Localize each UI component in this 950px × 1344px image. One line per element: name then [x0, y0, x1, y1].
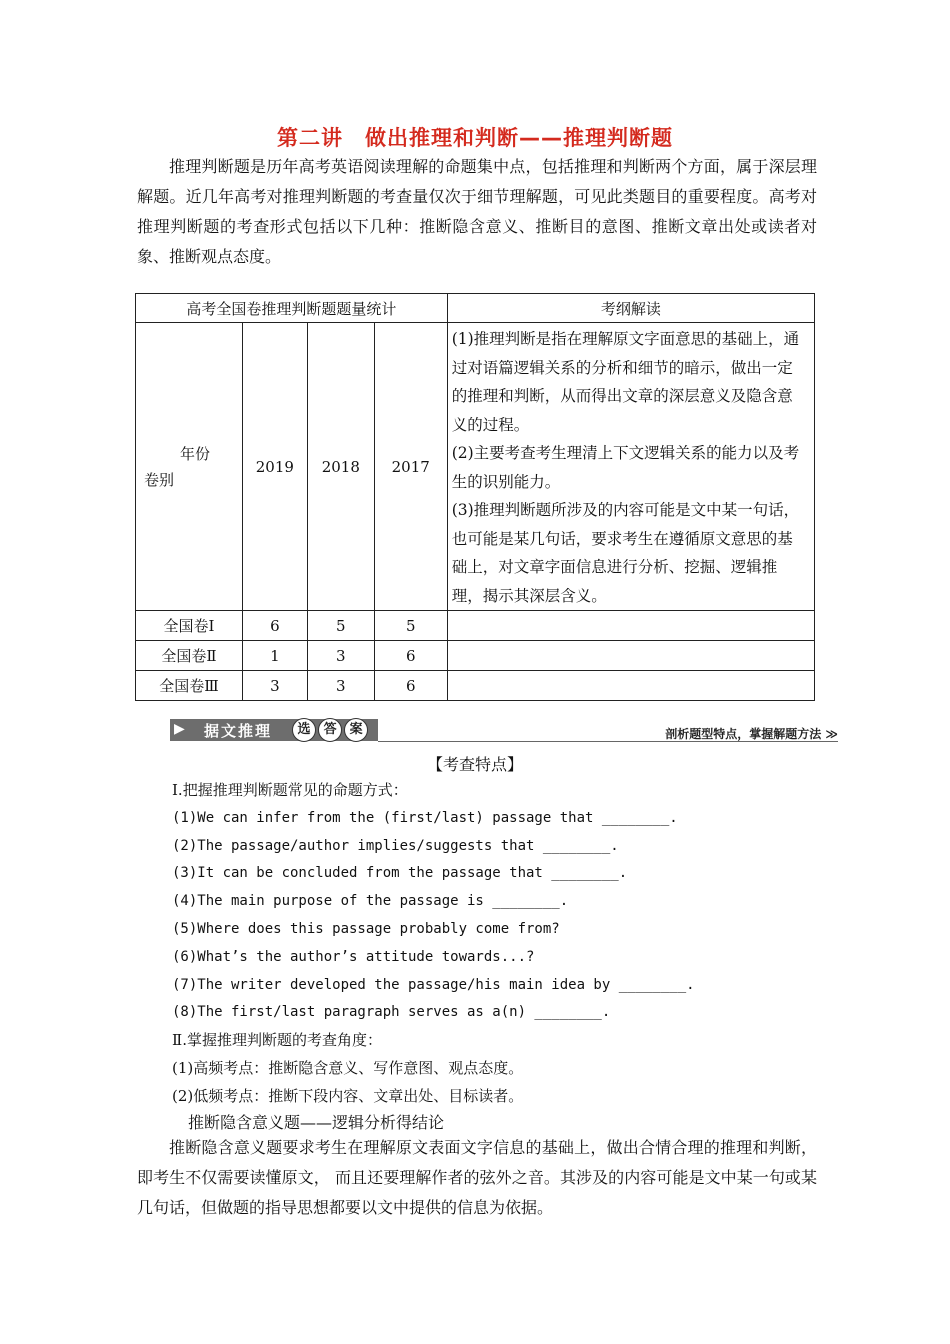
- stats-table: [135, 293, 815, 701]
- pattern-item: (5)Where does this passage probably come from?: [172, 920, 560, 937]
- paper-name: 全国卷Ⅱ: [136, 641, 243, 671]
- final-paragraph: 推断隐含意义题要求考生在理解原文表面文字信息的基础上，做出合情合理的推理和判断，即考生不仅需要读懂原文， 而且还要理解作者的弦外之音。其涉及的内容可能是文中某一句或某几句话，但做题的指导思想都要以文中提供的信息为依据。: [137, 1138, 817, 1217]
- count-cell: 3: [307, 641, 374, 671]
- banner-subtitle: 剖析题型特点，掌握解题方法 ≫: [665, 727, 838, 741]
- year-cell: 2019: [242, 323, 307, 611]
- note-item: (1)推理判断是指在理解原文字面意思的基础上，通过对语篇逻辑关系的分析和细节的暗示，做出一定的推理和判断，从而得出文章的深层意义及隐含意义的过程。: [451, 330, 800, 434]
- count-cell: 3: [307, 671, 374, 701]
- count-cell: 6: [374, 671, 447, 701]
- empty-cell: [447, 641, 814, 671]
- pattern-item: (7)The writer developed the passage/his main idea by ________.: [172, 976, 695, 993]
- count-cell: 6: [374, 641, 447, 671]
- angle-item: (1)高频考点：推断隐含意义、写作意图、观点态度。: [172, 1058, 524, 1077]
- year-cell: 2018: [307, 323, 374, 611]
- pattern-item: (4)The main purpose of the passage is ________.: [172, 893, 569, 910]
- pattern-item: (1)We can infer from the (first/last) passage that ________.: [172, 809, 678, 826]
- count-cell: 5: [307, 611, 374, 641]
- banner-circles: [292, 718, 365, 742]
- angle-item: (2)低频考点：推断下段内容、文章出处、目标读者。: [172, 1086, 524, 1105]
- banner-circle-char: 选: [292, 718, 316, 742]
- intro-paragraph: 推理判断题是历年高考英语阅读理解的命题集中点，包括推理和判断两个方面，属于深层理解题。近几年高考对推理判断题的考查量仅次于细节理解题，可见此类题目的重要程度。高考对推理判断题的考查形式包括以下几种：推断隐含意义、推断目的意图、推断文章出处或读者对象、推断观点态度。: [137, 157, 817, 266]
- pattern-item: (3)It can be concluded from the passage that ________.: [172, 865, 628, 882]
- subheading: 推断隐含意义题——逻辑分析得结论: [188, 1113, 445, 1132]
- banner-title: 据文推理: [204, 722, 273, 740]
- section-title: 【考查特点】: [426, 755, 523, 774]
- paper-name: 全国卷Ⅲ: [136, 671, 243, 701]
- corner-paper-label: 卷别: [144, 470, 175, 489]
- corner-year-label: 年份: [180, 444, 211, 463]
- count-cell: 1: [242, 641, 307, 671]
- pattern-item: (2)The passage/author implies/suggests that ________.: [172, 837, 619, 854]
- empty-cell: [447, 611, 814, 641]
- empty-cell: [447, 671, 814, 701]
- count-cell: 3: [242, 671, 307, 701]
- exam-features: [172, 777, 832, 1111]
- banner-circle-char: 案: [344, 718, 368, 742]
- count-cell: 6: [242, 611, 307, 641]
- paper-name: 全国卷Ⅰ: [136, 611, 243, 641]
- corner-cell: [136, 323, 243, 611]
- table-header-row: [136, 294, 815, 323]
- pattern-item: (8)The first/last paragraph serves as a(n) ________.: [172, 1004, 611, 1021]
- banner-circle-char: 答: [318, 718, 342, 742]
- table-row: [136, 671, 815, 701]
- play-arrow-icon: ▶: [174, 721, 185, 737]
- page-title: 第二讲 做出推理和判断——推理判断题: [277, 126, 673, 150]
- table-row: [136, 323, 815, 611]
- table-row: [136, 611, 815, 641]
- section-banner: [170, 717, 838, 745]
- note-item: (3)推理判断题所涉及的内容可能是文中某一句话，也可能是某几句话，要求考生在遵循原文意思的基础上，对文章字面信息进行分析、挖掘、逻辑推理，揭示其深层含义。: [451, 501, 800, 605]
- note-item: (2)主要考查考生理清上下文逻辑关系的能力以及考生的识别能力。: [451, 444, 800, 491]
- pattern-item: (6)What’s the author’s attitude towards...?: [172, 948, 535, 965]
- header-syllabus: 考纲解读: [447, 294, 814, 323]
- part2-heading: Ⅱ.掌握推理判断题的考查角度：: [172, 1031, 382, 1050]
- table-row: [136, 641, 815, 671]
- syllabus-notes: [447, 323, 814, 611]
- year-cell: 2017: [374, 323, 447, 611]
- header-statistics: 高考全国卷推理判断题题量统计: [136, 294, 448, 323]
- part1-heading: Ⅰ.把握推理判断题常见的命题方式：: [172, 781, 408, 799]
- count-cell: 5: [374, 611, 447, 641]
